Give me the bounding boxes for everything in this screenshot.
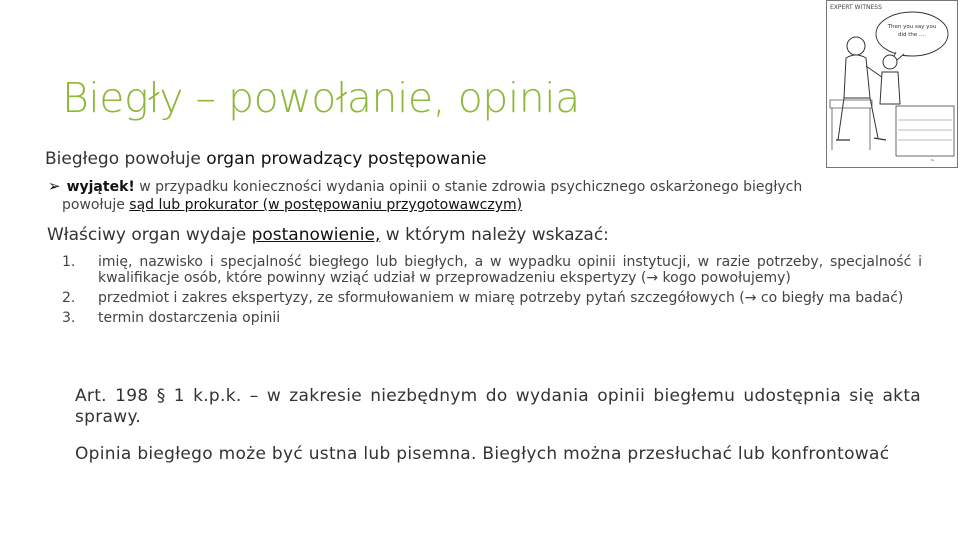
svg-text:~: ~	[930, 157, 936, 164]
expert-witness-cartoon	[826, 0, 958, 168]
list-number: 3.	[62, 310, 76, 326]
appointing-organ: organ prowadzący postępowanie	[206, 149, 487, 169]
decision-contents-list	[60, 254, 922, 330]
decision-line	[47, 225, 609, 245]
list-item	[60, 290, 922, 306]
decision-type: postanowienie,	[251, 225, 381, 245]
exception-continuation	[48, 196, 922, 214]
opinion-form-paragraph: Opinia biegłego może być ustna lub pisemna. Biegłych można przesłuchać lub konfrontować	[75, 444, 890, 464]
exception-label: wyjątek!	[66, 179, 135, 195]
appointing-authority-line	[45, 149, 486, 169]
appointing-prefix: Biegłego powołuje	[45, 149, 207, 169]
slide-title: Biegły – powołanie, opinia	[62, 74, 580, 122]
cartoon-caption: EXPERT WITNESS	[830, 4, 882, 11]
list-item	[60, 310, 922, 326]
list-text: przedmiot i zakres ekspertyzy, ze sformułowaniem w miarę potrzeby pytań szczegółowych (→ co biegły ma badać)	[98, 290, 904, 306]
svg-text:Then you say you: Then you say you	[887, 24, 937, 30]
decision-prefix: Właściwy organ wydaje	[47, 225, 252, 245]
article-198-paragraph: Art. 198 § 1 k.p.k. – w zakresie niezbędnym do wydania opinii biegłemu udostępnia się akta sprawy.	[75, 386, 921, 427]
list-text: termin dostarczenia opinii	[98, 310, 281, 326]
svg-text:did the ....: did the ....	[897, 32, 927, 38]
arrow-bullet-icon: ➢	[48, 177, 61, 195]
list-text: imię, nazwisko i specjalność biegłego lub biegłych, a w wypadku opinii instytucji, w razie potrzeby, specjalność i kwalifikacje osób, które powinny wziąć udział w przeprowadzeniu ekspertyzy (→ kogo powołujemy)	[98, 254, 922, 286]
list-number: 1.	[62, 254, 76, 270]
list-number: 2.	[62, 290, 76, 306]
decision-suffix: w którym należy wskazać:	[380, 225, 609, 245]
list-item	[60, 254, 922, 286]
exception-bullet	[48, 177, 922, 214]
exception-text2: powołuje	[62, 197, 130, 213]
exception-text: w przypadku konieczności wydania opinii o stanie zdrowia psychicznego oskarżonego biegłych	[134, 179, 803, 195]
exception-court: sąd lub prokurator (w postępowaniu przygotowawczym)	[129, 197, 523, 213]
